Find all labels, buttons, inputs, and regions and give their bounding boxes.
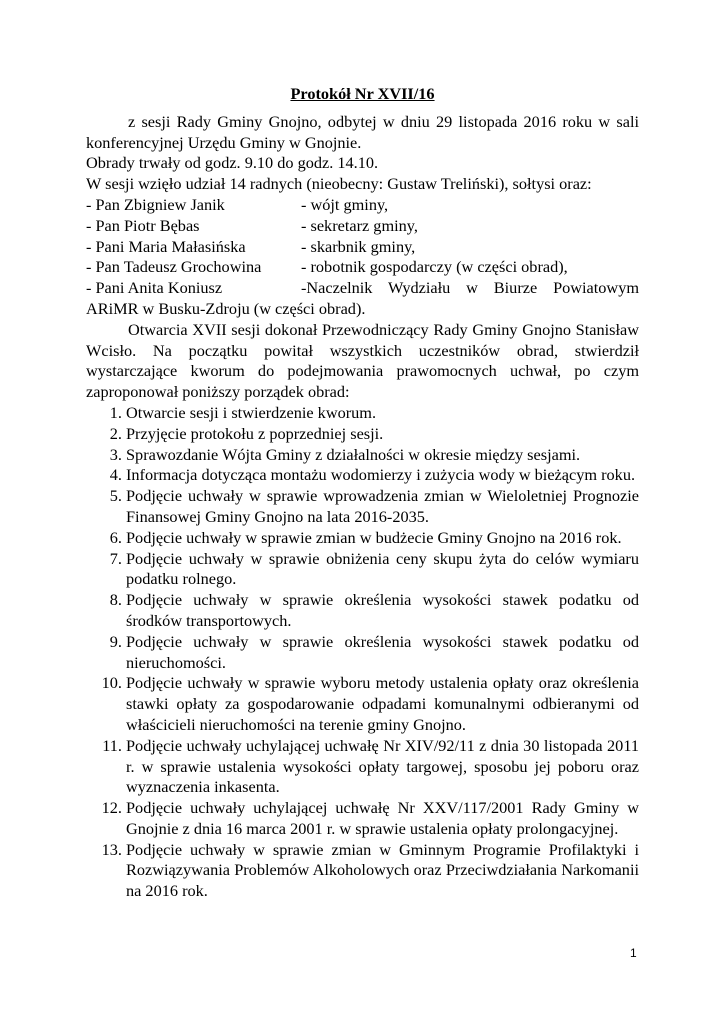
agenda-item — [86, 465, 639, 486]
attendee-row — [86, 237, 639, 258]
attendee-role: -Naczelnik Wydziału w Biurze Powiatowym — [301, 278, 639, 298]
agenda-item — [86, 424, 639, 445]
attendee-row — [86, 278, 639, 299]
attendee-name: - Pan Piotr Bębas — [86, 215, 200, 235]
agenda-item-text: Podjęcie uchwały uchylającej uchwałę Nr XIV/92/11 z dnia 30 listopada 2011 r. w sprawie ustalenia wysokości opłaty targowej, sposobu jej poboru oraz wyznaczenia inkasenta. — [126, 735, 639, 797]
agenda-item — [86, 549, 639, 591]
agenda-item-number: 1. — [109, 402, 122, 422]
attendee-list — [86, 195, 639, 320]
agenda-item-number: 4. — [109, 465, 122, 485]
attendee-role: - wójt gminy, — [301, 194, 389, 214]
agenda-item-number: 7. — [109, 548, 122, 568]
agenda-item — [86, 736, 639, 798]
attendee-name: - Pani Maria Małasińska — [86, 236, 246, 256]
hours-line: Obrady trwały od godz. 9.10 do godz. 14.10. — [86, 153, 379, 173]
agenda-item — [86, 590, 639, 632]
agenda-item — [86, 528, 639, 549]
page-number: 1 — [630, 946, 637, 960]
agenda-item-text: Sprawozdanie Wójta Gminy z działalności w okresie między sesjami. — [126, 444, 581, 464]
agenda-item-number: 5. — [109, 486, 122, 506]
agenda-item-number: 3. — [109, 444, 122, 464]
agenda-item-text: Podjęcie uchwały w sprawie wprowadzenia zmian w Wieloletniej Prognozie Finansowej Gminy Gnojno na lata 2016-2035. — [126, 486, 639, 526]
attendee-row — [86, 195, 639, 216]
intro-paragraph: z sesji Rady Gminy Gnojno, odbytej w dniu 29 listopada 2016 roku w sali konferencyjnej Urzędu Gminy w Gnojnie. — [86, 111, 639, 152]
agenda-item-number: 11. — [102, 735, 122, 755]
agenda-item — [86, 486, 639, 528]
agenda-item-text: Podjęcie uchwały w sprawie wyboru metody ustalenia opłaty oraz określenia stawki opłaty za gospodarowanie odpadami komunalnymi odbieranymi od właścicieli nieruchomości na terenie gminy Gnojno. — [126, 673, 639, 734]
agenda-item — [86, 403, 639, 424]
opening-paragraph: Otwarcia XVII sesji dokonał Przewodniczący Rady Gminy Gnojno Stanisław Wcisło. Na początku powitał wszystkich uczestników obrad, stwierdził wystarczające kworum do podejmowania prawomocnych uchwał, po czym zaproponował poniższy porządek obrad: — [86, 319, 639, 402]
attendee-name: - Pan Zbigniew Janik — [86, 194, 225, 214]
attendee-row — [86, 257, 639, 278]
agenda-item — [86, 632, 639, 674]
agenda-item — [86, 840, 639, 902]
attendee-role: - skarbnik gminy, — [301, 236, 416, 256]
attendee-role: - sekretarz gminy, — [301, 215, 418, 235]
agenda-item-number: 12. — [101, 798, 122, 818]
agenda-item-text: Podjęcie uchwały uchylającej uchwałę Nr XXV/117/2001 Rady Gminy w Gnojnie z dnia 16 marca 2001 r. w sprawie ustalenia opłaty prolongacyjnej. — [126, 798, 639, 838]
attendee-role: - robotnik gospodarczy (w części obrad), — [301, 257, 568, 277]
agenda-item-number: 9. — [109, 631, 122, 651]
agenda-item-text: Informacja dotycząca montażu wodomierzy i zużycia wody w bieżącym roku. — [126, 465, 636, 485]
attendee-continuation: ARiMR w Busku-Zdroju (w części obrad). — [86, 298, 366, 318]
attendee-name: - Pan Tadeusz Grochowina — [86, 257, 262, 277]
document-title: Protokół Nr XVII/16 — [290, 84, 435, 103]
document-body — [86, 84, 639, 902]
attendee-row — [86, 216, 639, 237]
agenda-item-number: 8. — [109, 590, 122, 610]
agenda-item-text: Podjęcie uchwały w sprawie określenia wysokości stawek podatku od nieruchomości. — [126, 631, 639, 672]
agenda-item-number: 2. — [109, 423, 122, 443]
agenda-item-number: 10. — [101, 673, 122, 693]
attendance-line: W sesji wzięło udział 14 radnych (nieobecny: Gustaw Treliński), sołtysi oraz: — [86, 174, 592, 194]
agenda-item-text: Przyjęcie protokołu z poprzedniej sesji. — [126, 423, 384, 443]
agenda-item — [86, 673, 639, 735]
agenda-item-text: Otwarcie sesji i stwierdzenie kworum. — [126, 402, 377, 422]
agenda-item-number: 6. — [109, 527, 122, 547]
agenda-item-text: Podjęcie uchwały w sprawie zmian w budżecie Gminy Gnojno na 2016 rok. — [126, 527, 622, 547]
attendee-name: - Pani Anita Koniusz — [86, 278, 223, 298]
agenda-item-text: Podjęcie uchwały w sprawie obniżenia ceny skupu żyta do celów wymiaru podatku rolnego. — [126, 548, 639, 589]
agenda-list — [86, 403, 639, 902]
agenda-item-text: Podjęcie uchwały w sprawie zmian w Gminnym Programie Profilaktyki i Rozwiązywania Problemów Alkoholowych oraz Przeciwdziałania Narkomanii na 2016 rok. — [126, 839, 639, 901]
agenda-item — [86, 798, 639, 840]
agenda-item-number: 13. — [101, 839, 122, 859]
agenda-item — [86, 445, 639, 466]
agenda-item-text: Podjęcie uchwały w sprawie określenia wysokości stawek podatku od środków transportowych. — [126, 590, 639, 630]
